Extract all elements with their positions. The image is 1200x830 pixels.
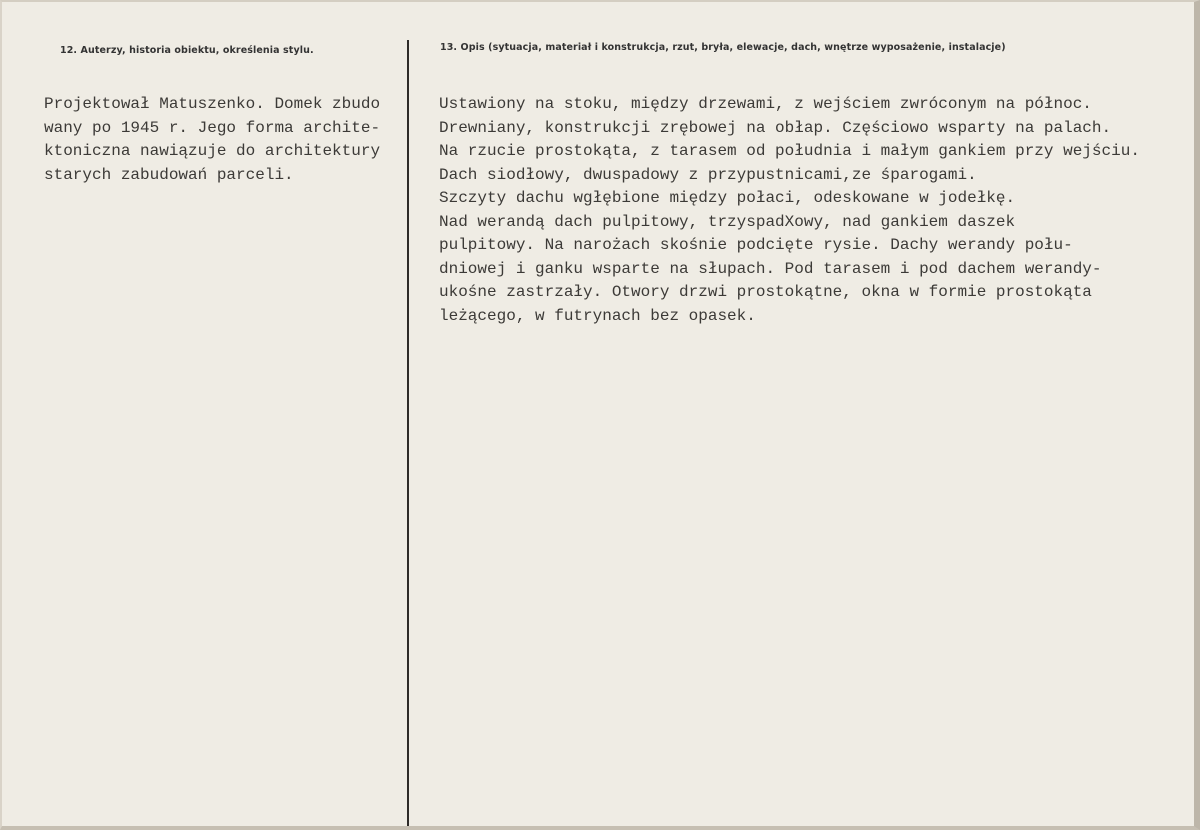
text-line: Drewniany, konstrukcji zrębowej na obłap. Częściowo wsparty na palach.: [439, 118, 1112, 137]
text-line: pulpitowy. Na narożach skośnie podcięte rysie. Dachy werandy połu-: [439, 236, 1073, 254]
text-line: dniowej i ganku wsparte na słupach. Pod tarasem i pod dachem werandy-: [439, 259, 1102, 278]
field-13-text: [439, 93, 1140, 328]
text-line: ktoniczna nawiązuje do architektury: [44, 142, 381, 160]
text-line: Szczyty dachu wgłębione między połaci, odeskowane w jodełkę.: [439, 189, 1016, 207]
field-13-label: 13. Opis (sytuacja, materiał i konstrukcja, rzut, bryła, elewacje, dach, wnętrze wyposażenie, instalacje): [440, 42, 1006, 53]
text-line: Ustawiony na stoku, między drzewami, z wejściem zwróconym na północ.: [439, 95, 1092, 113]
column-divider: [407, 40, 409, 826]
text-line: starych zabudowań parceli.: [44, 165, 294, 184]
field-12-label: 12. Auterzy, historia obiektu, określenia stylu.: [60, 45, 314, 56]
field-12-text: [44, 93, 380, 187]
text-line: Dach siodłowy, dwuspadowy z przypustnicami,ze śparogami.: [439, 165, 977, 184]
text-line: wany po 1945 r. Jego forma archite-: [44, 118, 381, 137]
text-line: ukośne zastrzały. Otwory drzwi prostokątne, okna w formie prostokąta: [439, 283, 1092, 301]
text-line: Na rzucie prostokąta, z tarasem od południa i małym gankiem przy wejściu.: [439, 142, 1140, 160]
text-line: Projektował Matuszenko. Domek zbudo: [44, 95, 381, 113]
text-line: Nad werandą dach pulpitowy, trzyspadXowy, nad gankiem daszek: [439, 212, 1016, 231]
text-line: leżącego, w futrynach bez opasek.: [439, 306, 756, 325]
